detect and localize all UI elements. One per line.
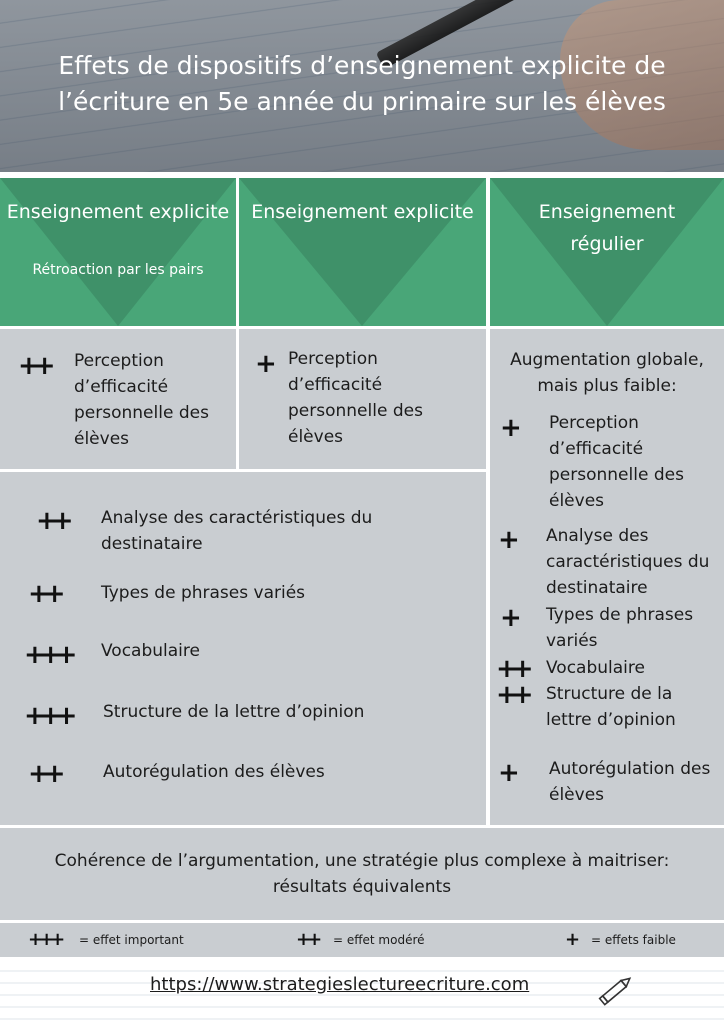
- effect-mark: ++: [28, 759, 60, 789]
- effect-mark: +: [500, 603, 516, 633]
- header-banner: [0, 0, 724, 172]
- legend-mark: ++: [296, 929, 319, 950]
- regular-item-text: Structure de la lettre d’opinion: [546, 684, 676, 730]
- coherence-cell: [0, 828, 724, 920]
- regular-item-text: Types de phrases variés: [546, 605, 694, 651]
- column-heading: Enseignement explicite: [251, 201, 474, 223]
- website-link[interactable]: https://www.strategieslectureecriture.com: [150, 974, 530, 995]
- effect-mark: +: [498, 758, 514, 788]
- regular-results-cell: [490, 329, 724, 825]
- regular-item-text: Autorégulation des élèves: [549, 759, 711, 805]
- effect-mark: ++: [28, 579, 60, 609]
- effect-mark: +++: [24, 640, 72, 670]
- regular-item-text: Perception d’efficacité personnelle des élèves: [549, 413, 684, 511]
- pencil-icon: [594, 968, 638, 1012]
- column-heading: Enseignement explicite: [6, 201, 230, 223]
- column-heading: Enseignement régulier: [538, 201, 676, 255]
- result-text: Vocabulaire: [101, 641, 200, 661]
- legend-mark: +: [565, 929, 577, 950]
- legend-mark: +++: [28, 929, 62, 950]
- regular-item-text: Vocabulaire: [546, 658, 645, 678]
- col1-perception-cell: [0, 329, 236, 469]
- result-text: Analyse des caractéristiques du destinataire: [101, 508, 373, 554]
- legend-text: = effet modéré: [333, 933, 425, 947]
- result-text: Types de phrases variés: [101, 583, 306, 603]
- regular-item-text: Analyse des caractéristiques du destinataire: [546, 526, 710, 598]
- effect-mark: +: [498, 525, 514, 555]
- coherence-text: Cohérence de l’argumentation, une stratégie plus complexe à maitriser: résultats équivalents: [54, 851, 670, 897]
- effect-mark: +: [500, 413, 516, 443]
- effect-mark: ++: [36, 506, 68, 536]
- column-header-explicit: [239, 178, 486, 326]
- effect-mark: +: [255, 349, 271, 379]
- result-text: Structure de la lettre d’opinion: [103, 702, 365, 722]
- column-subheading: Rétroaction par les pairs: [32, 262, 204, 278]
- col2-perception-cell: [239, 329, 486, 469]
- effect-mark: +++: [24, 701, 72, 731]
- footer: [0, 960, 724, 1024]
- legend-text: = effet important: [79, 933, 184, 947]
- effect-mark: ++: [496, 654, 528, 684]
- result-text: Autorégulation des élèves: [103, 762, 325, 782]
- column-header-regular: [490, 178, 724, 326]
- effect-mark: ++: [496, 680, 528, 710]
- shared-results-cell: [0, 472, 486, 825]
- page-title: Effets de dispositifs d’enseignement explicite de l’écriture en 5e année du primaire sur les élèves: [58, 51, 666, 116]
- legend-bar: [0, 923, 724, 957]
- effect-mark: ++: [18, 351, 50, 381]
- regular-intro: Augmentation globale, mais plus faible:: [510, 350, 704, 396]
- legend-text: = effets faible: [591, 933, 676, 947]
- perception-text: Perception d’efficacité personnelle des élèves: [288, 349, 423, 447]
- perception-text: Perception d’efficacité personnelle des élèves: [74, 351, 209, 449]
- column-header-explicit-peer: [0, 178, 236, 326]
